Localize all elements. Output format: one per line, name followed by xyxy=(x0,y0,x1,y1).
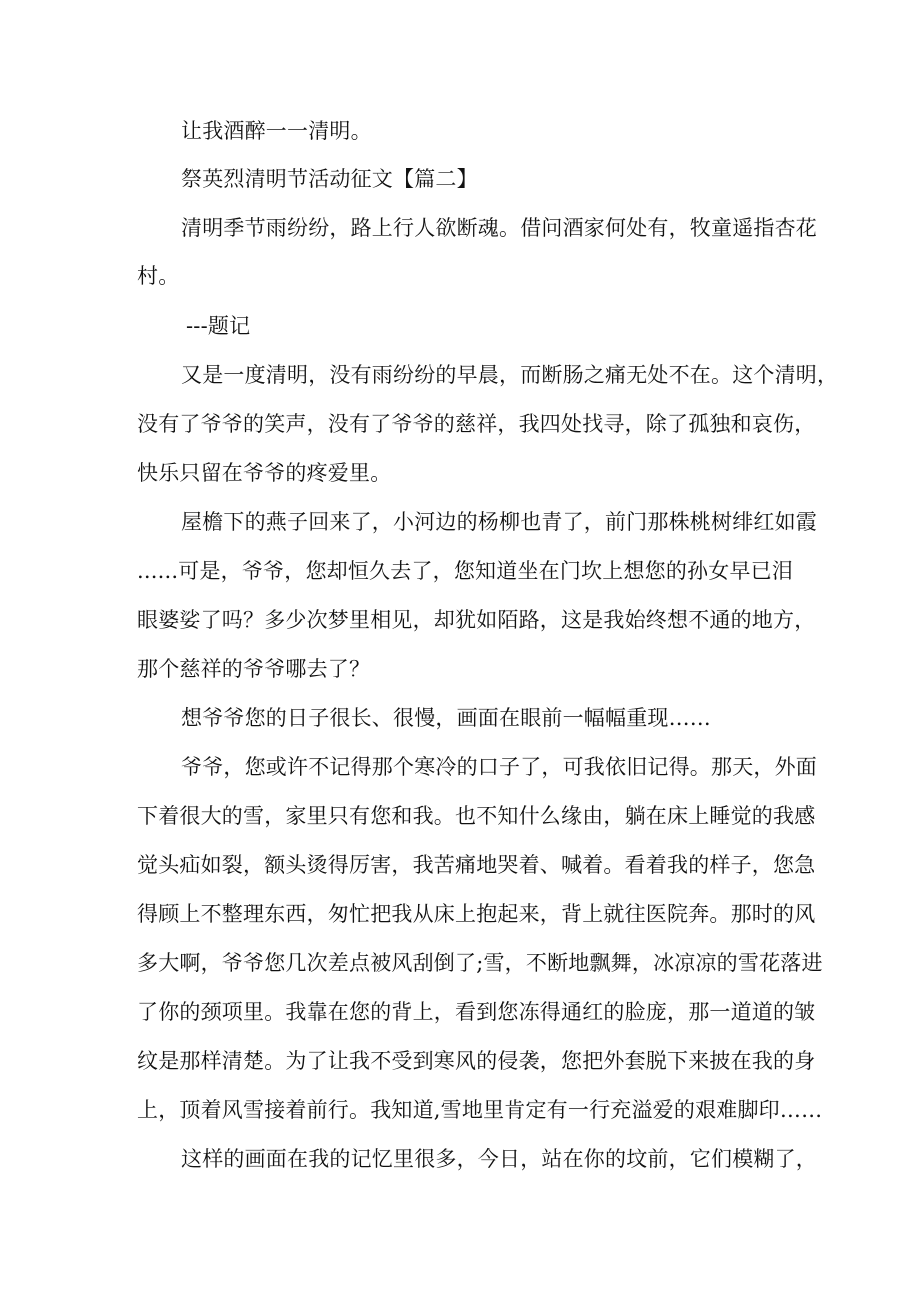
text-line: 这样的画面在我的记忆里很多，今日，站在你的坟前，它们模糊了， xyxy=(181,1147,817,1171)
text-line: ......可是，爷爷，您却恒久去了，您知道坐在门坎上想您的孙女早已泪 xyxy=(137,559,794,583)
epigraph-attribution: ---题记 xyxy=(186,314,251,338)
text-line: 让我酒醉一一清明。 xyxy=(181,119,372,143)
text-line: 没有了爷爷的笑声，没有了爷爷的慈祥，我四处找寻，除了孤独和哀伤， xyxy=(137,412,816,436)
text-line: 想爷爷您的日子很长、很慢，画面在眼前一幅幅重现…… xyxy=(181,706,711,730)
text-line: 上，顶着风雪接着前行。我知道,雪地里肯定有一行充溢爱的艰难脚印…… xyxy=(137,1098,823,1122)
text-line: 那个慈祥的爷爷哪去了？ xyxy=(137,657,371,681)
text-line: 觉头疝如裂，额头烫得厉害，我苦痛地哭着、喊着。看着我的样子，您急 xyxy=(137,853,816,877)
text-line: 纹是那样清楚。为了让我不受到寒风的侵袭，您把外套脱下来披在我的身 xyxy=(137,1049,816,1073)
text-line: 村。 xyxy=(137,264,180,288)
text-line: 得顾上不整理东西，匆忙把我从床上抱起来，背上就往医院奔。那时的风 xyxy=(137,902,816,926)
text-line: 了你的颈项里。我靠在您的背上，看到您冻得通红的脸庞，那一道道的皱 xyxy=(137,1000,816,1024)
text-line: 爷爷，您或许不记得那个寒冷的口子了，可我依旧记得。那天，外面 xyxy=(181,755,817,779)
text-line: 下着很大的雪，家里只有您和我。也不知什么缘由，躺在床上睡觉的我感 xyxy=(137,804,816,828)
text-line: 屋檐下的燕子回来了，小河边的杨柳也青了，前门那株桃树绯红如霞 xyxy=(181,510,817,534)
text-line: 眼婆娑了吗？多少次梦里相见，却犹如陌路，这是我始终想不通的地方， xyxy=(137,608,816,632)
text-line: 多大啊，爷爷您几次差点被风刮倒了;雪，不断地飘舞，冰凉凉的雪花落进 xyxy=(137,951,823,975)
text-line: 又是一度清明，没有雨纷纷的早晨，而断肠之痛无处不在。这个清明， xyxy=(181,363,839,387)
text-line: 清明季节雨纷纷，路上行人欲断魂。借问酒家何处有，牧童遥指杏花 xyxy=(181,216,817,240)
section-title: 祭英烈清明节活动征文【篇二】 xyxy=(181,167,478,191)
text-line: 快乐只留在爷爷的疼爱里。 xyxy=(137,461,392,485)
